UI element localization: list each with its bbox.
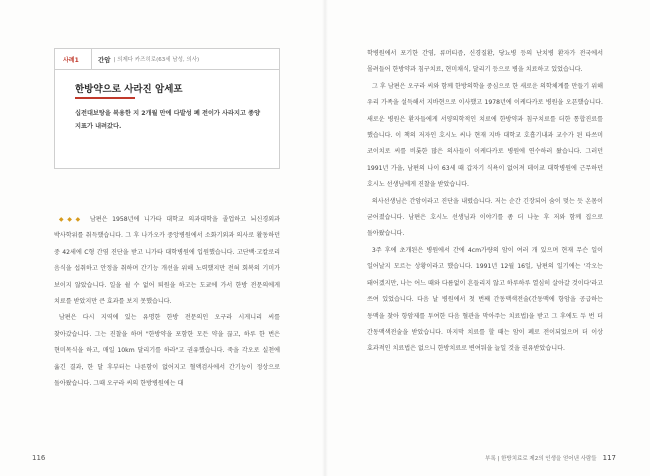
right-paragraph: 학병원에서 포기한 간염, 류머티즘, 신경질환, 당뇨병 등의 난치병 환자가 전국에서 몰려들어 한방약과 침구치료, 현미채식, 달리기 등으로 병을 치료하고 있었습니다. <box>367 50 603 74</box>
case-header-divider <box>91 49 92 69</box>
left-paragraph: 남편은 1958년에 니가타 대학교 의과대학을 졸업하고 뇌신경외과 박사학위를 취득했습니다. 그 후 나가오카 중앙병원에서 소화기외과 의사로 활동하던 중 42세에 C형 간염 진단을 받고 니가타 대학병원에 입원했습니다. 고단백·고칼로리 음식을 섭취하고 안정을 취하며 간기능 개선을 위해 노력했지만 전혀 회복의 기미가 보이지 않았습니다. 일을 쉴 수 없어 퇴원을 하고는 도쿄에 가서 한방 전문의에게 치료를 받았지만 큰 효과를 보지 못했습니다. <box>54 216 280 306</box>
right-body-text <box>367 46 603 358</box>
case-title: 한방약으로 사라진 암세포 <box>75 84 183 95</box>
case-number: 사례1 <box>63 56 79 64</box>
case-title-underline <box>75 97 135 99</box>
right-paragraph: 그 후 남편은 오구라 씨와 함께 한방의학을 중심으로 한 새로운 의학체계를 만들기 위해 우리 가족을 설득해서 지바현으로 이사했고 1978년에 이케다카로 병원을 오픈했습니다. 새로운 병원은 환자들에게 서양의학적인 치료에 한방약과 침구치료를 더한 통합진료를 했습니다. 이 책의 저자인 호시노 씨나 현재 지바 대학교 호흡기내과 교수가 된 타쓰미 코이치로 씨를 비롯한 많은 의사들이 이케다카로 병원에 연수하러 왔습니다. 그러던 1991년 가을, 남편의 나이 63세 때 갑자기 식욕이 없어져 데이쿄 대학병원에 근무하던 호시노 선생님에게 진찰을 받았습니다. <box>367 82 603 189</box>
case-meta: | 의제다 카즈히로(63세 남성, 의사) <box>113 57 200 63</box>
right-paragraph: 3주 후에 초개된은 병원에서 간에 4cm가량의 암이 여러 개 있으며 현재 무슨 일이 일어날지 모르는 상황이라고 했습니다. 1991년 12월 16일, 남편의 일기에는 '각오는 돼어겠지만, 나는 어느 때와 다름없이 흔들리지 않고 하루하루 열심히 살아갈 것이다'라고 쓰여 있었습니다. 다음 날 병원에서 첫 번째 간동맥색전술(간동맥에 항암을 공급하는 동맥을 찾아 항암제를 투여한 다음 혈관을 막아주는 치료법)을 받고 그 후에도 두 번 더 간동맥색전술을 받았습니다. 마지막 치료를 할 때는 암이 폐로 전이되었으며 더 이상 효과적인 치료법은 없으니 한방치료로 변여둬을 늘일 것을 권유받았습니다. <box>367 246 603 353</box>
page-number-right: 117 <box>602 454 616 462</box>
right-paragraph: 의사선생님은 간암이라고 진단을 내렸습니다. 저는 순간 긴장되어 숨이 멎는 듯 온몸이 굳어졌습니다. 남편은 호시노 선생님과 이야기를 좀 더 나눈 후 저와 함께 집으로 돌아왔습니다. <box>367 197 603 238</box>
left-paragraph: 남편은 다시 지역에 있는 유명한 한방 전문의인 오구라 시게니리 씨를 찾아갔습니다. 그는 진찰을 하며 "한방약을 포함한 모든 약을 끊고, 하루 한 번은 현미목식을 하고, 매일 10km 달리기를 하라"고 권유했습니다. 죽을 각오로 실천에 옮긴 결과, 한 달 후부터는 나른함이 없어지고 혈액검사에서 간기능이 정상으로 돌아왔습니다. 그때 오구라 씨의 한방병원에는 대 <box>54 314 280 388</box>
case-header <box>55 49 279 70</box>
case-box <box>54 48 280 169</box>
page-number-left: 116 <box>32 454 46 462</box>
case-subtitle: 십전대보탕을 복용한 지 2개월 만에 다발성 폐 전이가 사라지고 종양지표가 내려갔다. <box>75 110 261 130</box>
running-footer-text: 부록 | 한방치료로 제2의 인생을 얻어낸 사람들 <box>485 456 597 462</box>
running-footer <box>485 454 616 462</box>
section-stars: ◆◆◆ <box>58 216 84 223</box>
right-page <box>325 0 650 476</box>
left-body-text <box>54 212 280 392</box>
case-name: 간암 <box>98 55 111 64</box>
